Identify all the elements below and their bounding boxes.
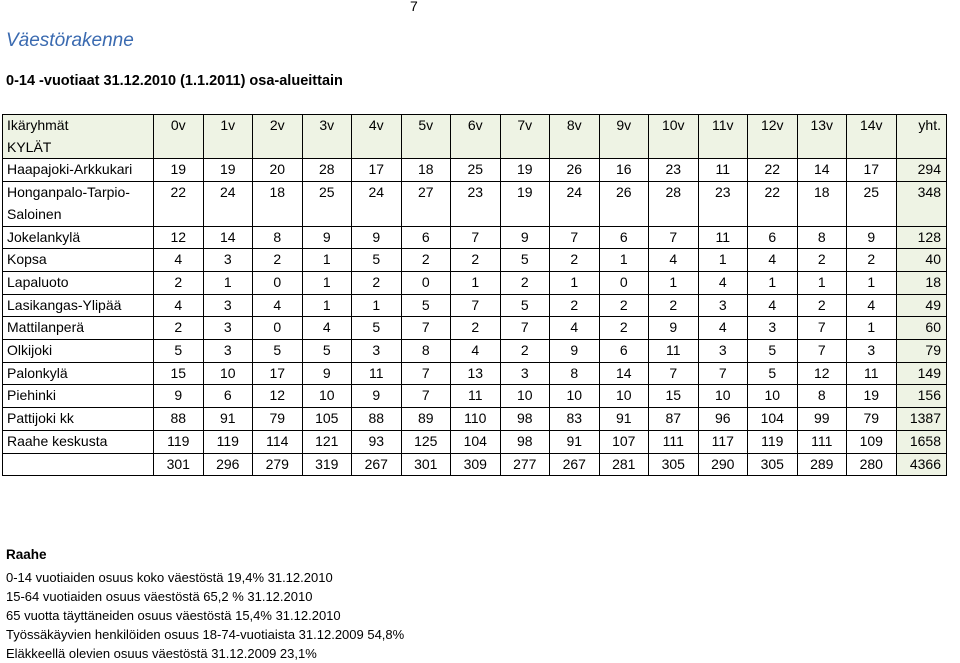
column-total: 305 bbox=[649, 453, 699, 476]
value-cell: 3 bbox=[500, 362, 550, 385]
value-cell: 91 bbox=[550, 430, 600, 453]
value-cell: 5 bbox=[748, 362, 798, 385]
value-cell: 1 bbox=[550, 271, 600, 294]
value-cell: 7 bbox=[550, 226, 600, 249]
footer-line: 15-64 vuotiaiden osuus väestöstä 65,2 % 31.12.2010 bbox=[6, 589, 313, 604]
value-cell: 10 bbox=[599, 385, 649, 408]
value-cell: 28 bbox=[302, 159, 352, 182]
value-cell: 5 bbox=[748, 340, 798, 363]
row-total: 1658 bbox=[896, 430, 947, 453]
value-cell: 88 bbox=[352, 408, 402, 431]
value-cell: 11 bbox=[847, 362, 897, 385]
value-cell: 98 bbox=[500, 408, 550, 431]
value-cell: 11 bbox=[698, 159, 748, 182]
value-cell: 1 bbox=[302, 249, 352, 272]
value-cell: 91 bbox=[599, 408, 649, 431]
row-total: 149 bbox=[896, 362, 947, 385]
value-cell: 22 bbox=[154, 182, 204, 226]
row-total: 40 bbox=[896, 249, 947, 272]
value-cell: 1 bbox=[302, 294, 352, 317]
value-cell: 23 bbox=[698, 182, 748, 226]
value-cell: 9 bbox=[352, 226, 402, 249]
value-cell: 3 bbox=[203, 249, 253, 272]
value-cell: 79 bbox=[253, 408, 303, 431]
value-cell: 11 bbox=[352, 362, 402, 385]
value-cell: 3 bbox=[203, 340, 253, 363]
area-name: Jokelankylä bbox=[3, 226, 154, 249]
value-cell: 9 bbox=[352, 385, 402, 408]
value-cell: 93 bbox=[352, 430, 402, 453]
value-cell: 2 bbox=[154, 271, 204, 294]
value-cell: 7 bbox=[649, 362, 699, 385]
value-cell: 13 bbox=[451, 362, 501, 385]
table-row bbox=[3, 430, 947, 453]
value-cell: 19 bbox=[203, 159, 253, 182]
value-cell: 24 bbox=[352, 182, 402, 226]
area-name: Honganpalo-Tarpio-Saloinen bbox=[3, 182, 154, 226]
value-cell: 3 bbox=[352, 340, 402, 363]
value-cell: 83 bbox=[550, 408, 600, 431]
value-cell: 2 bbox=[154, 317, 204, 340]
value-cell: 2 bbox=[797, 294, 847, 317]
value-cell: 14 bbox=[797, 159, 847, 182]
value-cell: 4 bbox=[748, 249, 798, 272]
value-cell: 11 bbox=[649, 340, 699, 363]
value-cell: 105 bbox=[302, 408, 352, 431]
value-cell: 91 bbox=[203, 408, 253, 431]
value-cell: 107 bbox=[599, 430, 649, 453]
area-name: Pattijoki kk bbox=[3, 408, 154, 431]
value-cell: 17 bbox=[847, 159, 897, 182]
column-header: 2v bbox=[253, 115, 303, 159]
value-cell: 22 bbox=[748, 182, 798, 226]
value-cell: 11 bbox=[698, 226, 748, 249]
footer-line: Työssäkäyvien henkilöiden osuus 18-74-vuotiaista 31.12.2009 54,8% bbox=[6, 627, 405, 642]
value-cell: 15 bbox=[649, 385, 699, 408]
value-cell: 23 bbox=[649, 159, 699, 182]
column-total: 301 bbox=[401, 453, 451, 476]
column-header: 11v bbox=[698, 115, 748, 159]
column-total: 281 bbox=[599, 453, 649, 476]
value-cell: 4 bbox=[649, 249, 699, 272]
table-row bbox=[3, 182, 947, 226]
value-cell: 119 bbox=[748, 430, 798, 453]
value-cell: 8 bbox=[797, 385, 847, 408]
column-header: 7v bbox=[500, 115, 550, 159]
footer-line: 0-14 vuotiaiden osuus koko väestöstä 19,4% 31.12.2010 bbox=[6, 570, 333, 585]
totals-row bbox=[3, 453, 947, 476]
value-cell: 114 bbox=[253, 430, 303, 453]
value-cell: 17 bbox=[352, 159, 402, 182]
page-number: 7 bbox=[410, 0, 418, 14]
value-cell: 3 bbox=[847, 340, 897, 363]
value-cell: 111 bbox=[649, 430, 699, 453]
column-total: 290 bbox=[698, 453, 748, 476]
column-total: 319 bbox=[302, 453, 352, 476]
row-total: 294 bbox=[896, 159, 947, 182]
column-total: 296 bbox=[203, 453, 253, 476]
area-name: Raahe keskusta bbox=[3, 430, 154, 453]
value-cell: 25 bbox=[302, 182, 352, 226]
value-cell: 19 bbox=[500, 182, 550, 226]
value-cell: 2 bbox=[451, 249, 501, 272]
value-cell: 8 bbox=[550, 362, 600, 385]
value-cell: 12 bbox=[253, 385, 303, 408]
value-cell: 8 bbox=[253, 226, 303, 249]
value-cell: 4 bbox=[154, 294, 204, 317]
value-cell: 99 bbox=[797, 408, 847, 431]
value-cell: 1 bbox=[847, 271, 897, 294]
value-cell: 20 bbox=[253, 159, 303, 182]
value-cell: 27 bbox=[401, 182, 451, 226]
column-header: 14v bbox=[847, 115, 897, 159]
value-cell: 2 bbox=[550, 249, 600, 272]
table-row bbox=[3, 408, 947, 431]
value-cell: 2 bbox=[599, 294, 649, 317]
footer-line: Eläkkeellä olevien osuus väestöstä 31.12.2009 23,1% bbox=[6, 646, 317, 661]
value-cell: 7 bbox=[797, 340, 847, 363]
value-cell: 6 bbox=[203, 385, 253, 408]
value-cell: 0 bbox=[599, 271, 649, 294]
value-cell: 4 bbox=[451, 340, 501, 363]
value-cell: 5 bbox=[253, 340, 303, 363]
column-header: 12v bbox=[748, 115, 798, 159]
header-label bbox=[3, 115, 154, 159]
value-cell: 5 bbox=[352, 317, 402, 340]
value-cell: 19 bbox=[154, 159, 204, 182]
value-cell: 1 bbox=[352, 294, 402, 317]
column-header: 0v bbox=[154, 115, 204, 159]
value-cell: 119 bbox=[203, 430, 253, 453]
value-cell: 10 bbox=[748, 385, 798, 408]
row-total: 79 bbox=[896, 340, 947, 363]
value-cell: 16 bbox=[599, 159, 649, 182]
value-cell: 6 bbox=[401, 226, 451, 249]
table-row bbox=[3, 294, 947, 317]
area-name: Kopsa bbox=[3, 249, 154, 272]
value-cell: 8 bbox=[401, 340, 451, 363]
value-cell: 6 bbox=[748, 226, 798, 249]
area-name: Lapaluoto bbox=[3, 271, 154, 294]
value-cell: 87 bbox=[649, 408, 699, 431]
value-cell: 1 bbox=[748, 271, 798, 294]
value-cell: 2 bbox=[451, 317, 501, 340]
group-label: KYLÄT bbox=[7, 138, 52, 155]
column-header: 9v bbox=[599, 115, 649, 159]
column-total: 277 bbox=[500, 453, 550, 476]
value-cell: 79 bbox=[847, 408, 897, 431]
table-row bbox=[3, 317, 947, 340]
value-cell: 9 bbox=[847, 226, 897, 249]
table-row bbox=[3, 226, 947, 249]
value-cell: 2 bbox=[550, 294, 600, 317]
value-cell: 12 bbox=[797, 362, 847, 385]
value-cell: 10 bbox=[500, 385, 550, 408]
row-total: 60 bbox=[896, 317, 947, 340]
value-cell: 10 bbox=[550, 385, 600, 408]
value-cell: 96 bbox=[698, 408, 748, 431]
value-cell: 8 bbox=[797, 226, 847, 249]
value-cell: 14 bbox=[599, 362, 649, 385]
value-cell: 4 bbox=[847, 294, 897, 317]
value-cell: 2 bbox=[500, 340, 550, 363]
column-total: 305 bbox=[748, 453, 798, 476]
value-cell: 3 bbox=[698, 294, 748, 317]
footer-line: 65 vuotta täyttäneiden osuus väestöstä 15,4% 31.12.2010 bbox=[6, 608, 341, 623]
value-cell: 1 bbox=[797, 271, 847, 294]
value-cell: 7 bbox=[401, 362, 451, 385]
section-title: Väestörakenne bbox=[6, 30, 134, 51]
value-cell: 26 bbox=[599, 182, 649, 226]
value-cell: 11 bbox=[451, 385, 501, 408]
column-header: 8v bbox=[550, 115, 600, 159]
subtitle: 0-14 -vuotiaat 31.12.2010 (1.1.2011) osa-alueittain bbox=[6, 73, 343, 89]
row-total: 1387 bbox=[896, 408, 947, 431]
value-cell: 4 bbox=[748, 294, 798, 317]
value-cell: 18 bbox=[797, 182, 847, 226]
table-row bbox=[3, 271, 947, 294]
value-cell: 7 bbox=[698, 362, 748, 385]
area-name: Piehinki bbox=[3, 385, 154, 408]
value-cell: 4 bbox=[698, 317, 748, 340]
value-cell: 5 bbox=[302, 340, 352, 363]
population-table bbox=[2, 114, 947, 476]
value-cell: 19 bbox=[847, 385, 897, 408]
value-cell: 25 bbox=[847, 182, 897, 226]
header-label-text: Ikäryhmät bbox=[7, 117, 69, 133]
value-cell: 4 bbox=[550, 317, 600, 340]
value-cell: 12 bbox=[154, 226, 204, 249]
value-cell: 9 bbox=[649, 317, 699, 340]
column-header: 10v bbox=[649, 115, 699, 159]
table-row bbox=[3, 249, 947, 272]
value-cell: 1 bbox=[599, 249, 649, 272]
column-total: 279 bbox=[253, 453, 303, 476]
value-cell: 7 bbox=[797, 317, 847, 340]
row-total: 18 bbox=[896, 271, 947, 294]
row-total: 348 bbox=[896, 182, 947, 226]
value-cell: 5 bbox=[401, 294, 451, 317]
value-cell: 89 bbox=[401, 408, 451, 431]
area-name: Mattilanperä bbox=[3, 317, 154, 340]
area-name: Palonkylä bbox=[3, 362, 154, 385]
value-cell: 3 bbox=[203, 317, 253, 340]
value-cell: 18 bbox=[253, 182, 303, 226]
value-cell: 2 bbox=[649, 294, 699, 317]
value-cell: 4 bbox=[698, 271, 748, 294]
column-header: 13v bbox=[797, 115, 847, 159]
value-cell: 2 bbox=[253, 249, 303, 272]
value-cell: 26 bbox=[550, 159, 600, 182]
table-row bbox=[3, 340, 947, 363]
column-total: 280 bbox=[847, 453, 897, 476]
row-total: 156 bbox=[896, 385, 947, 408]
value-cell: 110 bbox=[451, 408, 501, 431]
value-cell: 10 bbox=[302, 385, 352, 408]
value-cell: 6 bbox=[599, 226, 649, 249]
value-cell: 10 bbox=[203, 362, 253, 385]
value-cell: 2 bbox=[847, 249, 897, 272]
column-total: 267 bbox=[352, 453, 402, 476]
value-cell: 2 bbox=[797, 249, 847, 272]
footer-title: Raahe bbox=[6, 547, 47, 562]
value-cell: 14 bbox=[203, 226, 253, 249]
row-total: 128 bbox=[896, 226, 947, 249]
row-total: 49 bbox=[896, 294, 947, 317]
value-cell: 7 bbox=[401, 385, 451, 408]
column-header: 1v bbox=[203, 115, 253, 159]
value-cell: 9 bbox=[302, 226, 352, 249]
header-row bbox=[3, 115, 947, 159]
area-name: Haapajoki-Arkkukari bbox=[3, 159, 154, 182]
area-name: Lasikangas-Ylipää bbox=[3, 294, 154, 317]
value-cell: 104 bbox=[748, 408, 798, 431]
area-name: Olkijoki bbox=[3, 340, 154, 363]
column-total: 309 bbox=[451, 453, 501, 476]
value-cell: 7 bbox=[649, 226, 699, 249]
value-cell: 23 bbox=[451, 182, 501, 226]
value-cell: 0 bbox=[253, 271, 303, 294]
value-cell: 18 bbox=[401, 159, 451, 182]
value-cell: 7 bbox=[451, 226, 501, 249]
value-cell: 1 bbox=[649, 271, 699, 294]
value-cell: 5 bbox=[500, 249, 550, 272]
value-cell: 22 bbox=[748, 159, 798, 182]
value-cell: 7 bbox=[451, 294, 501, 317]
value-cell: 10 bbox=[698, 385, 748, 408]
value-cell: 3 bbox=[203, 294, 253, 317]
value-cell: 88 bbox=[154, 408, 204, 431]
value-cell: 2 bbox=[401, 249, 451, 272]
value-cell: 3 bbox=[748, 317, 798, 340]
value-cell: 24 bbox=[203, 182, 253, 226]
value-cell: 119 bbox=[154, 430, 204, 453]
value-cell: 25 bbox=[451, 159, 501, 182]
column-total: 267 bbox=[550, 453, 600, 476]
column-header: 3v bbox=[302, 115, 352, 159]
footer bbox=[6, 545, 404, 663]
value-cell: 19 bbox=[500, 159, 550, 182]
column-header: 6v bbox=[451, 115, 501, 159]
value-cell: 1 bbox=[847, 317, 897, 340]
value-cell: 9 bbox=[500, 226, 550, 249]
value-cell: 2 bbox=[599, 317, 649, 340]
column-total: 289 bbox=[797, 453, 847, 476]
value-cell: 117 bbox=[698, 430, 748, 453]
value-cell: 0 bbox=[253, 317, 303, 340]
value-cell: 109 bbox=[847, 430, 897, 453]
column-header: yht. bbox=[896, 115, 947, 159]
value-cell: 2 bbox=[500, 271, 550, 294]
value-cell: 1 bbox=[203, 271, 253, 294]
value-cell: 6 bbox=[599, 340, 649, 363]
value-cell: 1 bbox=[451, 271, 501, 294]
value-cell: 9 bbox=[302, 362, 352, 385]
value-cell: 9 bbox=[154, 385, 204, 408]
column-total: 301 bbox=[154, 453, 204, 476]
table-row bbox=[3, 385, 947, 408]
table-row bbox=[3, 362, 947, 385]
column-header: 4v bbox=[352, 115, 402, 159]
value-cell: 5 bbox=[352, 249, 402, 272]
value-cell: 125 bbox=[401, 430, 451, 453]
value-cell: 1 bbox=[698, 249, 748, 272]
totals-label bbox=[3, 453, 154, 476]
value-cell: 98 bbox=[500, 430, 550, 453]
value-cell: 4 bbox=[253, 294, 303, 317]
grand-total: 4366 bbox=[896, 453, 947, 476]
value-cell: 4 bbox=[154, 249, 204, 272]
value-cell: 24 bbox=[550, 182, 600, 226]
value-cell: 104 bbox=[451, 430, 501, 453]
value-cell: 28 bbox=[649, 182, 699, 226]
value-cell: 17 bbox=[253, 362, 303, 385]
value-cell: 111 bbox=[797, 430, 847, 453]
table-body bbox=[3, 115, 947, 476]
column-header: 5v bbox=[401, 115, 451, 159]
value-cell: 5 bbox=[500, 294, 550, 317]
value-cell: 4 bbox=[302, 317, 352, 340]
value-cell: 15 bbox=[154, 362, 204, 385]
value-cell: 7 bbox=[401, 317, 451, 340]
value-cell: 7 bbox=[500, 317, 550, 340]
value-cell: 3 bbox=[698, 340, 748, 363]
value-cell: 5 bbox=[154, 340, 204, 363]
value-cell: 1 bbox=[302, 271, 352, 294]
table-row bbox=[3, 159, 947, 182]
value-cell: 9 bbox=[550, 340, 600, 363]
value-cell: 121 bbox=[302, 430, 352, 453]
value-cell: 0 bbox=[401, 271, 451, 294]
value-cell: 2 bbox=[352, 271, 402, 294]
